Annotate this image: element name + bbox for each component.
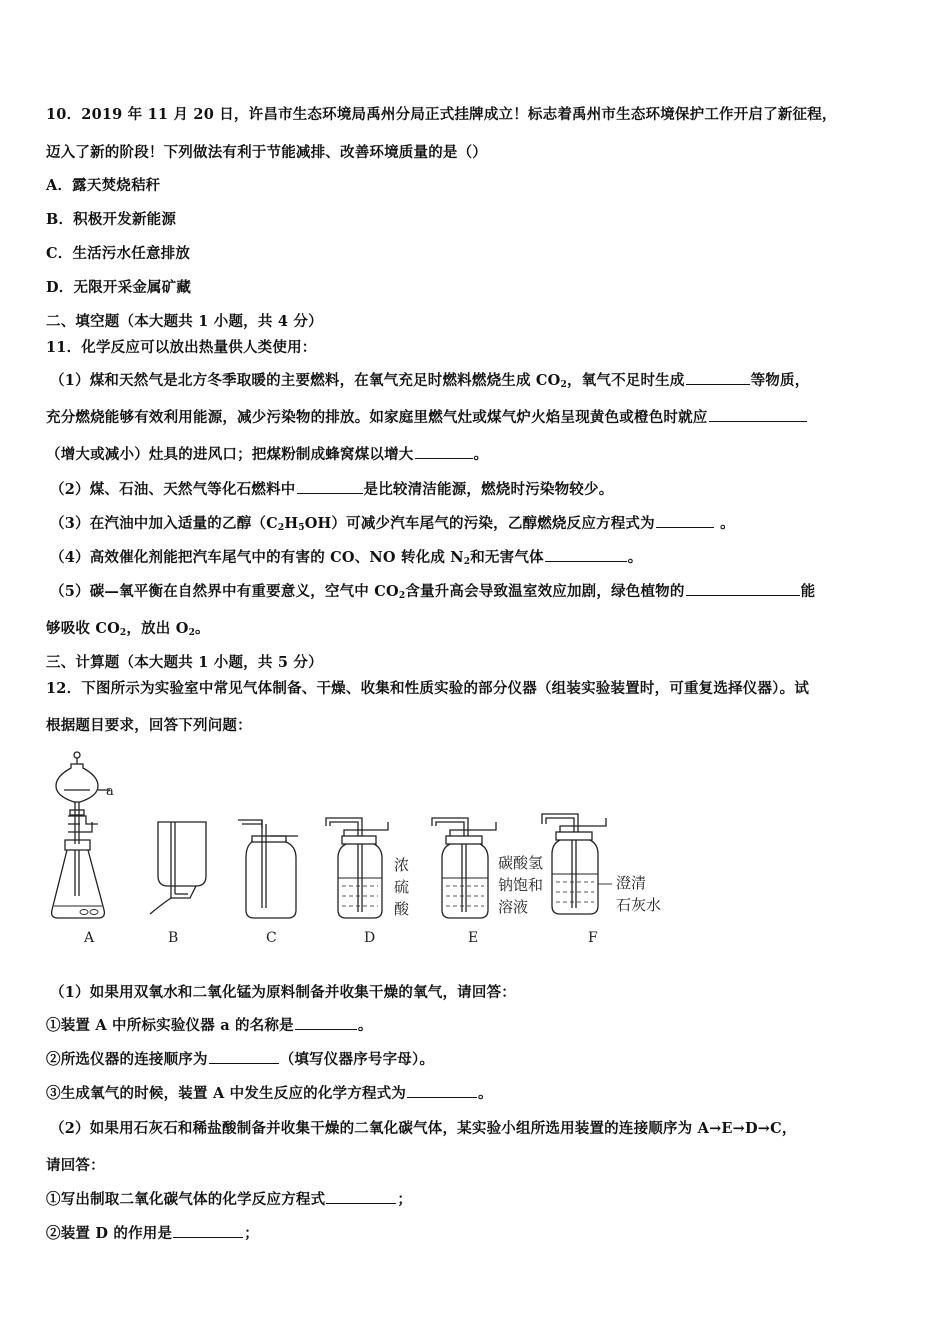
label-d-text-1: 浓 xyxy=(394,856,410,874)
q11-stem: 11．化学反应可以放出热量供人类使用： xyxy=(46,339,317,356)
label-apparatus-c: C xyxy=(266,930,277,946)
q10-option-d: D．无限开采金属矿藏 xyxy=(46,279,192,296)
label-d-text-2: 硫 xyxy=(394,878,410,896)
q10-option-a: A．露天焚烧秸秆 xyxy=(46,177,161,194)
apparatus-a xyxy=(52,752,110,918)
q12-part1-q2: ②所选仪器的连接顺序为 （填写仪器序号字母）。 xyxy=(46,1051,435,1068)
q12-stem-line1: 12．下图所示为实验室中常见气体制备、干燥、收集和性质实验的部分仪器（组装实验装置时，可重复选择仪器）。试 xyxy=(46,680,810,697)
q11-part5-line1: （5）碳—氧平衡在自然界中有重要意义，空气中 $CO_2$含量升高会导致温室效应加剧，绿色植物的 能 xyxy=(50,583,816,601)
q11-part1-line2: 充分燃烧能够有效利用能源，减少污染物的排放。如家庭里燃气灶或煤气炉火焰呈现黄色或橙色时就应 xyxy=(46,406,808,427)
apparatus-f xyxy=(542,814,612,914)
apparatus-b xyxy=(150,822,206,914)
answer-blank[interactable] xyxy=(326,1191,396,1204)
answer-blank[interactable] xyxy=(173,1225,243,1238)
apparatus-figure xyxy=(40,746,680,956)
q12-part1-q1: ①装置 A 中所标实验仪器 a 的名称是 。 xyxy=(46,1017,373,1034)
q11-part3: （3）在汽油中加入适量的乙醇$(C_2H_5OH)$可减少汽车尾气的污染，乙醇燃烧反应方程式为 。 xyxy=(50,515,735,533)
answer-blank[interactable] xyxy=(295,1017,357,1030)
answer-blank[interactable] xyxy=(209,1051,279,1064)
label-apparatus-a: A xyxy=(84,930,95,946)
apparatus-d xyxy=(326,818,388,918)
label-f-text-1: 澄清 xyxy=(616,874,647,892)
q12-part2-q1: ①写出制取二氧化碳气体的化学反应方程式 ； xyxy=(46,1191,413,1208)
answer-blank[interactable] xyxy=(297,481,363,494)
q12-part2-line1: （2）如果用石灰石和稀盐酸制备并收集干燥的二氧化碳气体，某实验小组所选用装置的连接顺序为 A→E→D→C， xyxy=(50,1120,797,1137)
label-d-text-3: 酸 xyxy=(394,900,410,918)
q11-part1-line1: （1）煤和天然气是北方冬季取暖的主要燃料，在氧气充足时燃料燃烧生成 $CO_2$，氧气不足时生成 等物质， xyxy=(50,372,810,390)
q12-part1: （1）如果用双氧水和二氧化锰为原料制备并收集干燥的氧气，请回答： xyxy=(50,984,516,1001)
q11-part5-line2: 够吸收 $CO_2$，放出 $O_2$。 xyxy=(46,620,210,638)
label-apparatus-d: D xyxy=(364,930,376,946)
label-e-text-2: 钠饱和 xyxy=(498,876,544,894)
label-f-text-2: 石灰水 xyxy=(616,896,662,914)
apparatus-c xyxy=(238,820,298,918)
label-a: a xyxy=(106,784,114,799)
label-apparatus-f: F xyxy=(588,930,598,946)
q10-stem-line1: 10．2019 年 11 月 20 日，许昌市生态环境局禹州分局正式挂牌成立！标志着禹州市生态环境保护工作开启了新征程， xyxy=(46,106,837,123)
q12-part1-q3: ③生成氧气的时候，装置 A 中发生反应的化学方程式为 。 xyxy=(46,1085,493,1102)
apparatus-e xyxy=(432,818,496,918)
q10-stem-line2: 迈入了新的阶段！下列做法有利于节能减排、改善环境质量的是（） xyxy=(46,144,487,161)
answer-blank[interactable] xyxy=(415,446,473,459)
answer-blank[interactable] xyxy=(407,1085,477,1098)
label-apparatus-e: E xyxy=(468,930,479,946)
q11-part1-line3: （增大或减小）灶具的进风口；把煤粉制成蜂窝煤以增大 。 xyxy=(46,446,489,463)
answer-blank[interactable] xyxy=(656,515,714,528)
answer-blank[interactable] xyxy=(545,549,627,562)
q12-part2-line2: 请回答： xyxy=(46,1157,105,1174)
answer-blank[interactable] xyxy=(709,409,807,422)
q10-option-b: B．积极开发新能源 xyxy=(46,211,177,228)
label-apparatus-b: B xyxy=(168,930,179,946)
q10-option-c: C．生活污水任意排放 xyxy=(46,245,191,262)
q12-part2-q2: ②装置 D 的作用是 ； xyxy=(46,1225,259,1242)
section3-heading: 三、计算题（本大题共 1 小题，共 5 分） xyxy=(46,654,323,671)
label-e-text-3: 溶液 xyxy=(498,898,529,916)
answer-blank[interactable] xyxy=(686,372,750,385)
answer-blank[interactable] xyxy=(686,583,800,596)
q11-part2: （2）煤、石油、天然气等化石燃料中 是比较清洁能源，燃烧时污染物较少。 xyxy=(50,481,614,498)
label-e-text-1: 碳酸氢 xyxy=(498,854,544,872)
section2-heading: 二、填空题（本大题共 1 小题，共 4 分） xyxy=(46,313,323,330)
q12-stem-line2: 根据题目要求，回答下列问题： xyxy=(46,717,252,734)
q11-part4: （4）高效催化剂能把汽车尾气中的有害的 CO、NO 转化成 $N_2$和无害气体 。 xyxy=(50,549,643,567)
